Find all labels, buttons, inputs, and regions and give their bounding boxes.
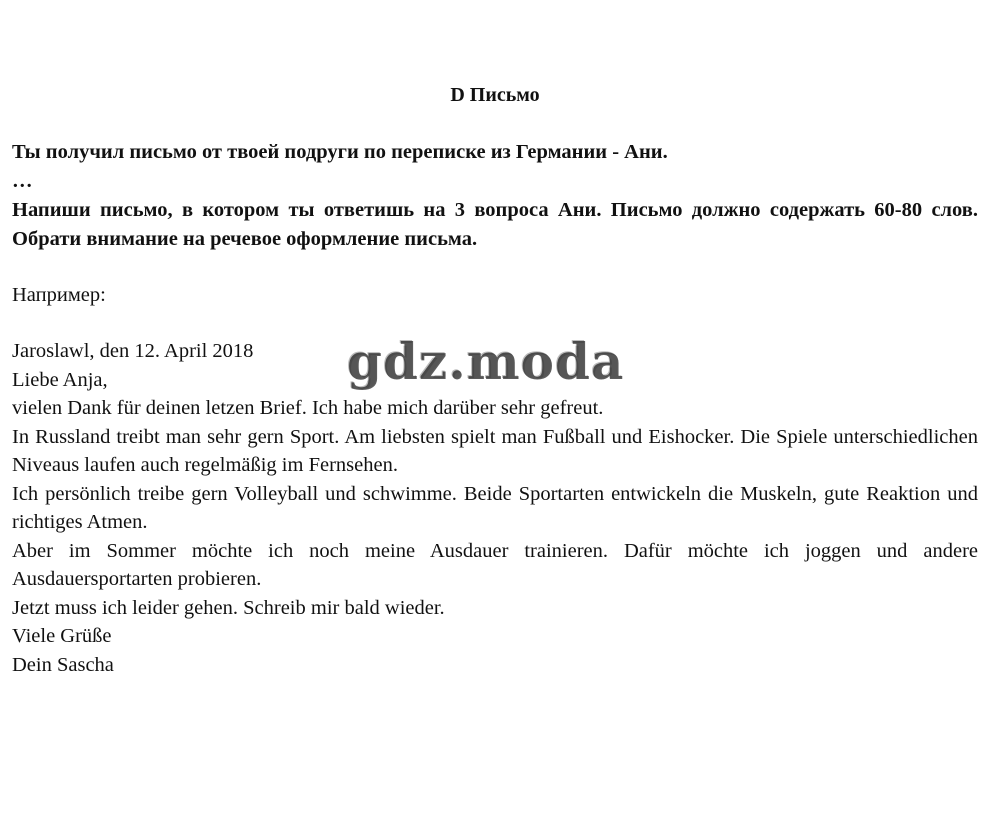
letter-signature: Dein Sascha [12, 653, 114, 676]
letter-greeting: Liebe Anja, [12, 368, 108, 391]
letter-paragraph-2: Ich persönlich treibe gern Volleyball und schwimme. Beide Sportarten entwickeln die Muskeln, gute Reaktion und richtiges Atmen. [12, 482, 978, 533]
letter-date-line: Jaroslawl, den 12. April 2018 [12, 340, 254, 362]
task-intro: Ты получил письмо от твоей подруги по переписке из Германии - Ани. [12, 141, 668, 163]
letter-thanks: vielen Dank für deinen letzen Brief. Ich habe mich darüber sehr gefreut. [12, 397, 604, 419]
letter-paragraph-1: In Russland treibt man sehr gern Sport. Am liebsten spielt man Fußball und Eishocker. Die Spiele unterschiedlichen Niveaus laufen auch regelmäßig im Fernsehen. [12, 425, 978, 476]
task-ellipsis: … [12, 170, 33, 192]
letter-regards: Viele Grüße [12, 625, 112, 647]
section-heading: D Письмо [450, 84, 540, 106]
example-label: Например: [12, 284, 106, 306]
example-letter [12, 337, 978, 679]
letter-closing-line: Jetzt muss ich leider gehen. Schreib mir bald wieder. [12, 596, 445, 619]
task-instruction: Напиши письмо, в котором ты ответишь на 3 вопроса Ани. Письмо должно содержать 60-80 слов. Обрати внимание на речевое оформление письма. [12, 199, 978, 250]
task-block [12, 138, 978, 254]
document-page [12, 0, 978, 816]
letter-paragraph-3: Aber im Sommer möchte ich noch meine Ausdauer trainieren. Dafür möchte ich joggen und andere Ausdauersportarten probieren. [12, 539, 978, 590]
watermark-logo: gdz.moda [347, 332, 625, 391]
